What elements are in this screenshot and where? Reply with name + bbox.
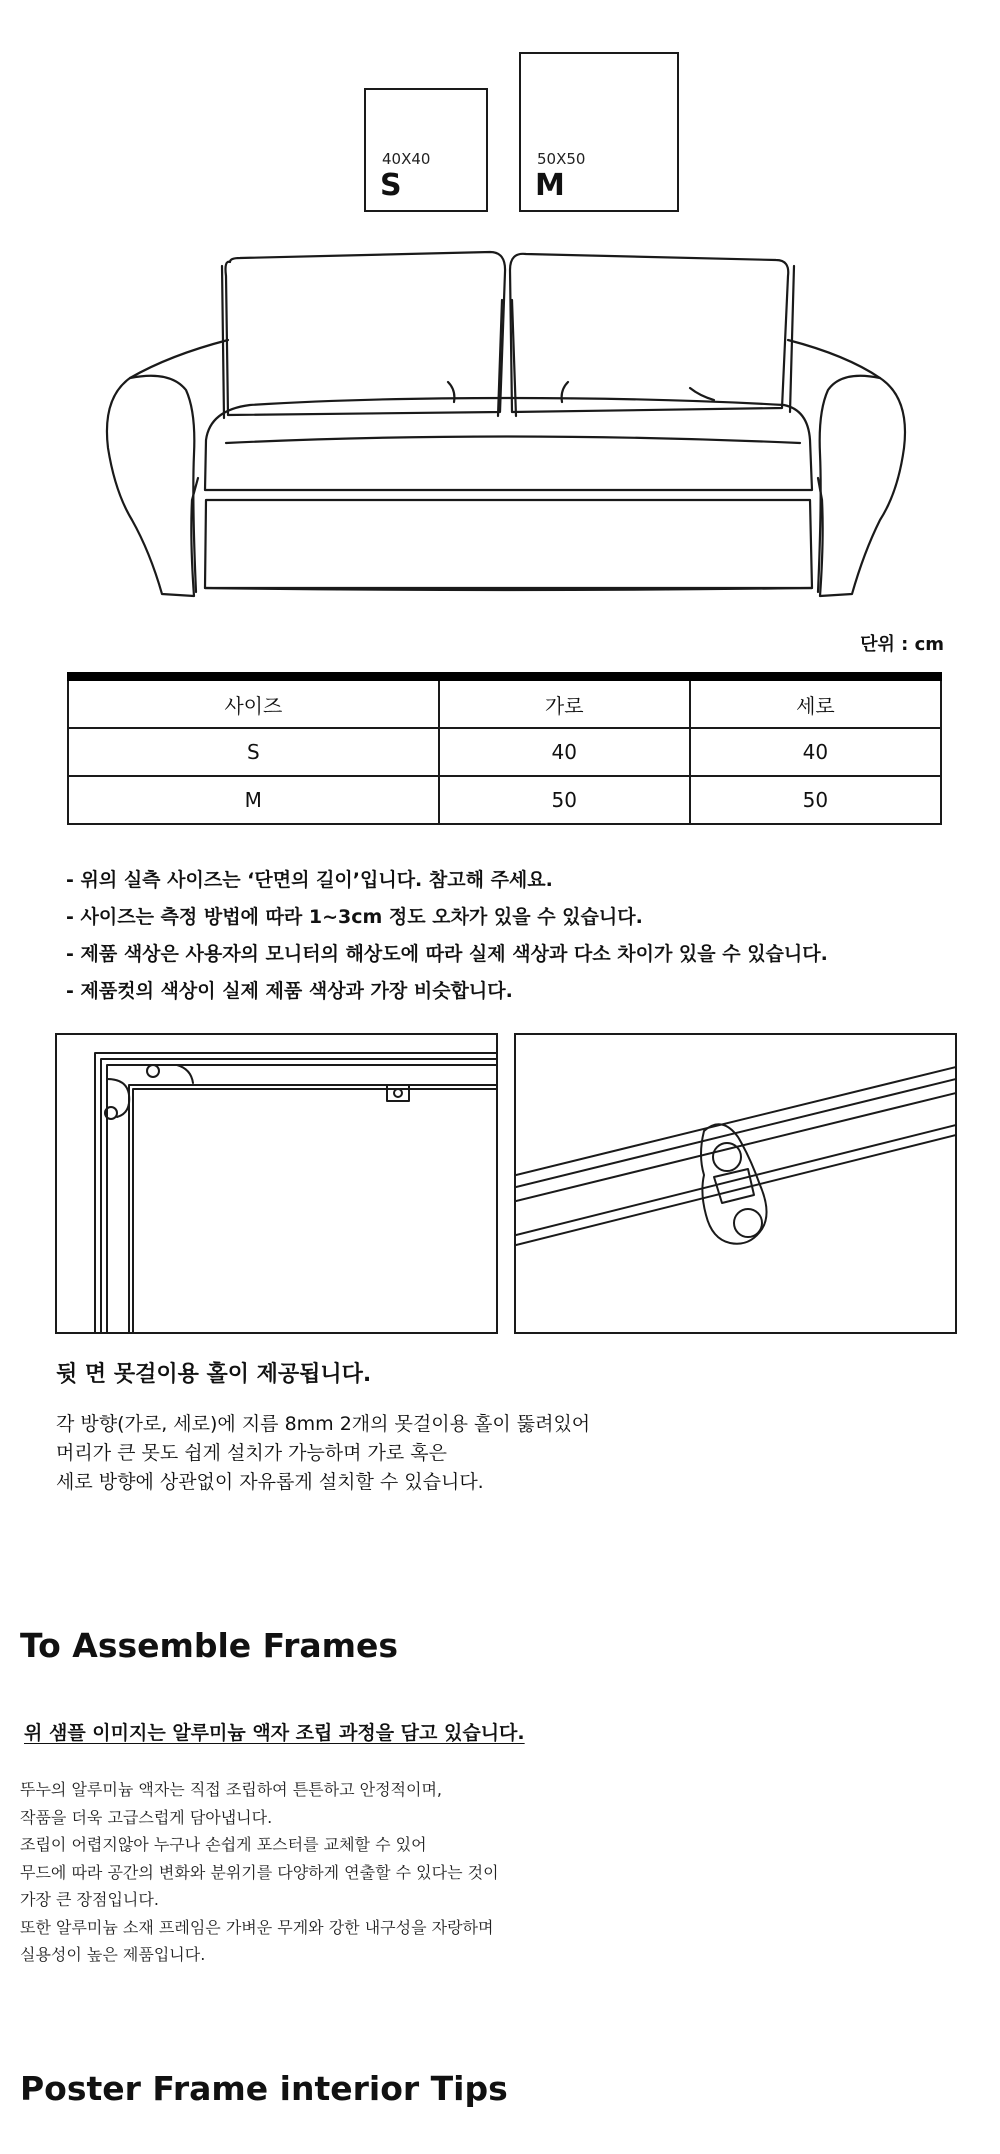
hanging-hole-description xyxy=(56,1410,590,1497)
note-item: - 제품 색상은 사용자의 모니터의 해상도에 따라 실제 색상과 다소 차이가 있을 수 있습니다. xyxy=(66,943,828,965)
note-item: - 사이즈는 측정 방법에 따라 1~3cm 정도 오차가 있을 수 있습니다. xyxy=(66,906,643,928)
frame-size-letter: S xyxy=(380,168,402,203)
frame-dimension: 50X50 xyxy=(537,150,586,168)
frame-corner-illustration xyxy=(57,1035,496,1332)
description-line: 각 방향(가로, 세로)에 지름 8mm 2개의 못걸이용 홀이 뚫려있어 xyxy=(56,1413,591,1435)
assemble-heading: To Assemble Frames xyxy=(20,1626,399,1665)
table-header-row xyxy=(68,677,941,729)
description-line: 작품을 더욱 고급스럽게 담아냅니다. xyxy=(20,1807,273,1827)
description-line: 무드에 따라 공간의 변화와 분위기를 다양하게 연출할 수 있다는 것이 xyxy=(20,1862,499,1882)
hanging-hole-illustration xyxy=(516,1035,955,1332)
description-line: 머리가 큰 못도 쉽게 설치가 가능하며 가로 혹은 xyxy=(56,1442,448,1464)
frame-size-letter: M xyxy=(535,168,565,203)
description-line: 실용성이 높은 제품입니다. xyxy=(20,1945,206,1964)
table-cell: S xyxy=(68,728,439,776)
description-line: 조립이 어렵지않아 누구나 손쉽게 포스터를 교체할 수 있어 xyxy=(20,1835,427,1854)
note-item: - 위의 실측 사이즈는 ‘단면의 길이’입니다. 참고해 주세요. xyxy=(66,869,553,891)
size-table xyxy=(67,672,942,825)
assemble-subheading: 위 샘플 이미지는 알루미늄 액자 조립 과정을 담고 있습니다. xyxy=(24,1722,525,1744)
assemble-description xyxy=(20,1776,499,1969)
tips-heading: Poster Frame interior Tips xyxy=(20,2069,508,2108)
table-cell: M xyxy=(68,776,439,824)
description-line: 뚜누의 알루미늄 액자는 직접 조립하여 튼튼하고 안정적이며, xyxy=(20,1780,443,1799)
table-header-cell: 세로 xyxy=(690,677,941,729)
size-notes xyxy=(66,862,828,1010)
table-row xyxy=(68,728,941,776)
hanging-hole-detail xyxy=(514,1033,957,1334)
hanging-hole-title: 뒷 면 못걸이용 홀이 제공됩니다. xyxy=(56,1362,372,1387)
description-line: 또한 알루미늄 소재 프레임은 가벼운 무게와 강한 내구성을 자랑하며 xyxy=(20,1917,494,1937)
table-cell: 50 xyxy=(690,776,941,824)
frame-dimension: 40X40 xyxy=(382,150,431,168)
frame-corner-detail xyxy=(55,1033,498,1334)
table-cell: 40 xyxy=(690,728,941,776)
table-row xyxy=(68,776,941,824)
frame-card-medium xyxy=(519,52,679,212)
table-cell: 40 xyxy=(439,728,690,776)
description-line: 세로 방향에 상관없이 자유롭게 설치할 수 있습니다. xyxy=(56,1471,484,1493)
table-header-cell: 사이즈 xyxy=(68,677,439,729)
sofa-illustration xyxy=(0,240,1000,610)
unit-label: 단위 : cm xyxy=(860,634,944,655)
description-line: 가장 큰 장점입니다. xyxy=(20,1890,159,1909)
table-header-cell: 가로 xyxy=(439,677,690,729)
note-item: - 제품컷의 색상이 실제 제품 색상과 가장 비슷합니다. xyxy=(66,980,513,1002)
frame-card-small xyxy=(364,88,488,212)
table-cell: 50 xyxy=(439,776,690,824)
